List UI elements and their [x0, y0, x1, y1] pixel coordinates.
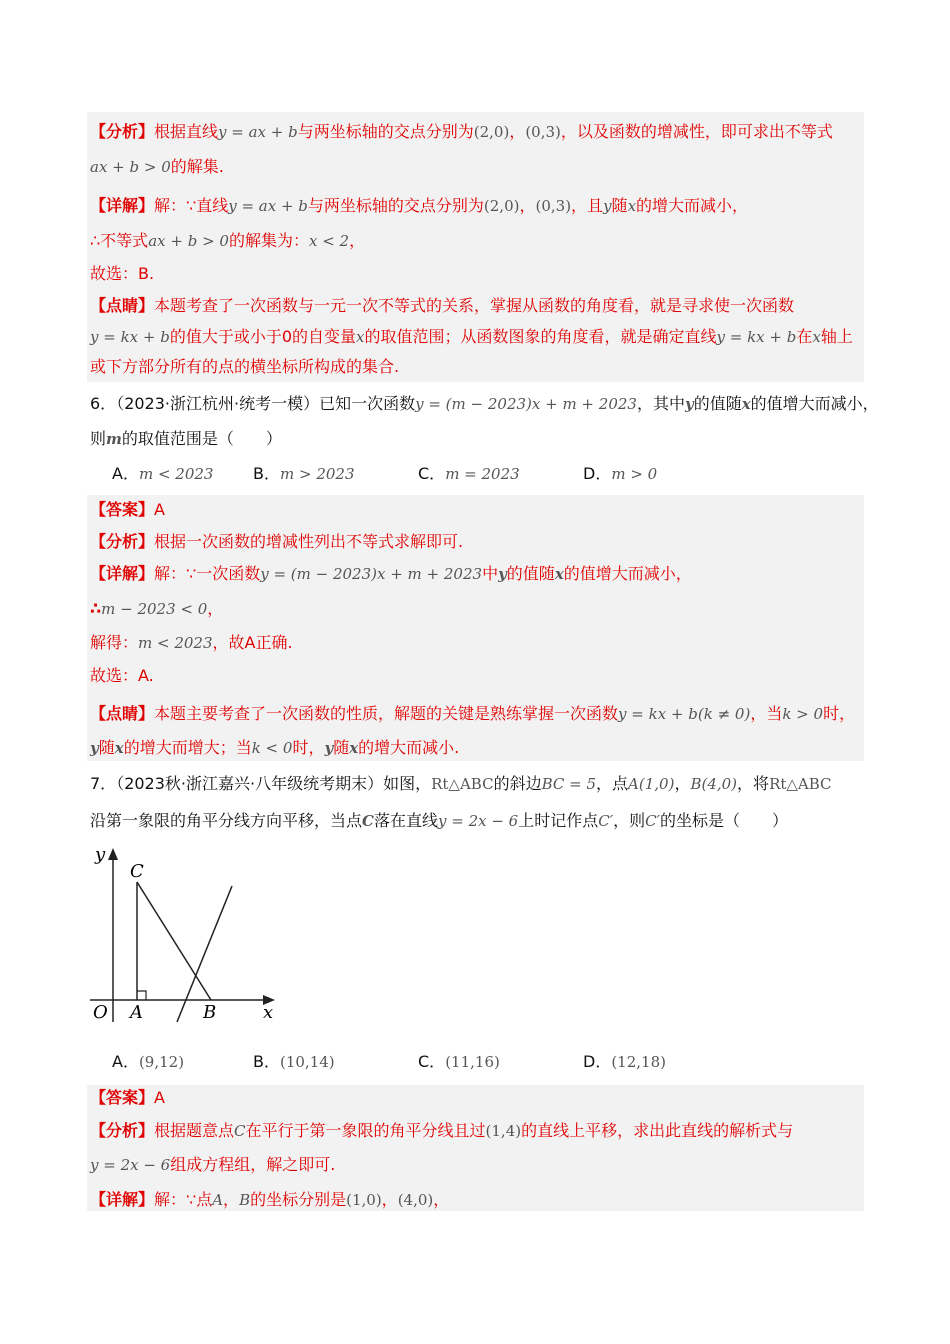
- answer-6: 【答案】A: [90, 500, 165, 519]
- detail-7-line1: 【详解】解：∵点A，B的坐标分别是(1,0)，(4,0)，: [90, 1190, 450, 1209]
- coordinate-figure: [85, 840, 285, 1025]
- question-7-line1: 7．（2023秋·浙江嘉兴·八年级统考期末）如图，Rt△ABC的斜边BC = 5，点A(1,0)，B(4,0)，将Rt△ABC: [90, 774, 832, 793]
- detail-6-line3: 解得：m < 2023，故A正确.: [90, 633, 293, 652]
- label-a: A: [130, 1002, 143, 1023]
- label-b: B: [203, 1002, 217, 1023]
- question-6-line2: 则m的取值范围是（ ）: [90, 429, 282, 448]
- q7-option-c[interactable]: C．(11,16): [418, 1052, 500, 1071]
- q7-option-d[interactable]: D．(12,18): [583, 1052, 666, 1071]
- label-y: y: [95, 844, 106, 865]
- segment-cb: [137, 882, 211, 1000]
- analysis-5-line1: 【分析】根据直线y = ax + b与两坐标轴的交点分别为(2,0)，(0,3)，以及函数的增减性，即可求出不等式: [90, 122, 833, 141]
- right-angle-mark: [137, 991, 146, 1000]
- comment-5-line1: 【点睛】本题考查了一次函数与一元一次不等式的关系，掌握从函数的角度看，就是寻求使一次函数: [90, 296, 795, 315]
- comment-5-line2: y = kx + b的值大于或小于0的自变量x的取值范围；从函数图象的角度看，就是确定直线y = kx + b在x轴上: [90, 327, 853, 346]
- comment-6-line1: 【点睛】本题主要考查了一次函数的性质，解题的关键是熟练掌握一次函数y = kx + b(k ≠ 0)，当k > 0时，: [90, 704, 856, 723]
- q6-option-c[interactable]: C．m = 2023: [418, 464, 520, 483]
- q6-option-b[interactable]: B．m > 2023: [253, 464, 355, 483]
- detail-5-line1: 【详解】解：∵直线y = ax + b与两坐标轴的交点分别为(2,0)，(0,3)，且y随x的增大而减小，: [90, 196, 749, 215]
- label-c: C: [130, 861, 144, 882]
- label-x: x: [263, 1002, 274, 1023]
- answer-7: 【答案】A: [90, 1088, 165, 1107]
- detail-6-line2: ∴m − 2023 < 0，: [90, 599, 224, 618]
- question-6-line1: 6．（2023·浙江杭州·统考一模）已知一次函数y = (m − 2023)x + m + 2023，其中y的值随x的值增大而减小，: [90, 394, 879, 413]
- label-o: O: [93, 1002, 108, 1023]
- detail-6-line1: 【详解】解：∵一次函数y = (m − 2023)x + m + 2023中y的值随x的值增大而减小，: [90, 564, 692, 583]
- choose-5: 故选：B.: [90, 264, 155, 283]
- question-7-line2: 沿第一象限的角平分线方向平移，当点C落在直线y = 2x − 6上时记作点C′，则C′的坐标是（ ）: [90, 811, 789, 830]
- y-axis-arrow: [108, 848, 118, 860]
- q7-option-a[interactable]: A．(9,12): [112, 1052, 185, 1071]
- q6-option-a[interactable]: A．m < 2023: [112, 464, 214, 483]
- comment-6-line2: y随x的增大而增大；当k < 0时，y随x的增大而减小.: [90, 738, 460, 757]
- q6-option-d[interactable]: D．m > 0: [583, 464, 658, 483]
- comment-5-line3: 或下方部分所有的点的横坐标所构成的集合.: [90, 357, 400, 376]
- analysis-5-line2: ax + b > 0的解集.: [90, 157, 224, 176]
- choose-6: 故选：A.: [90, 666, 154, 685]
- analysis-7-line1: 【分析】根据题意点C在平行于第一象限的角平分线且过(1,4)的直线上平移，求出此直线的解析式与: [90, 1121, 794, 1140]
- q7-option-b[interactable]: B．(10,14): [253, 1052, 335, 1071]
- analysis-6: 【分析】根据一次函数的增减性列出不等式求解即可.: [90, 532, 464, 551]
- detail-5-line2: ∴不等式ax + b > 0的解集为：x < 2，: [90, 231, 366, 250]
- analysis-7-line2: y = 2x − 6组成方程组，解之即可.: [90, 1155, 336, 1174]
